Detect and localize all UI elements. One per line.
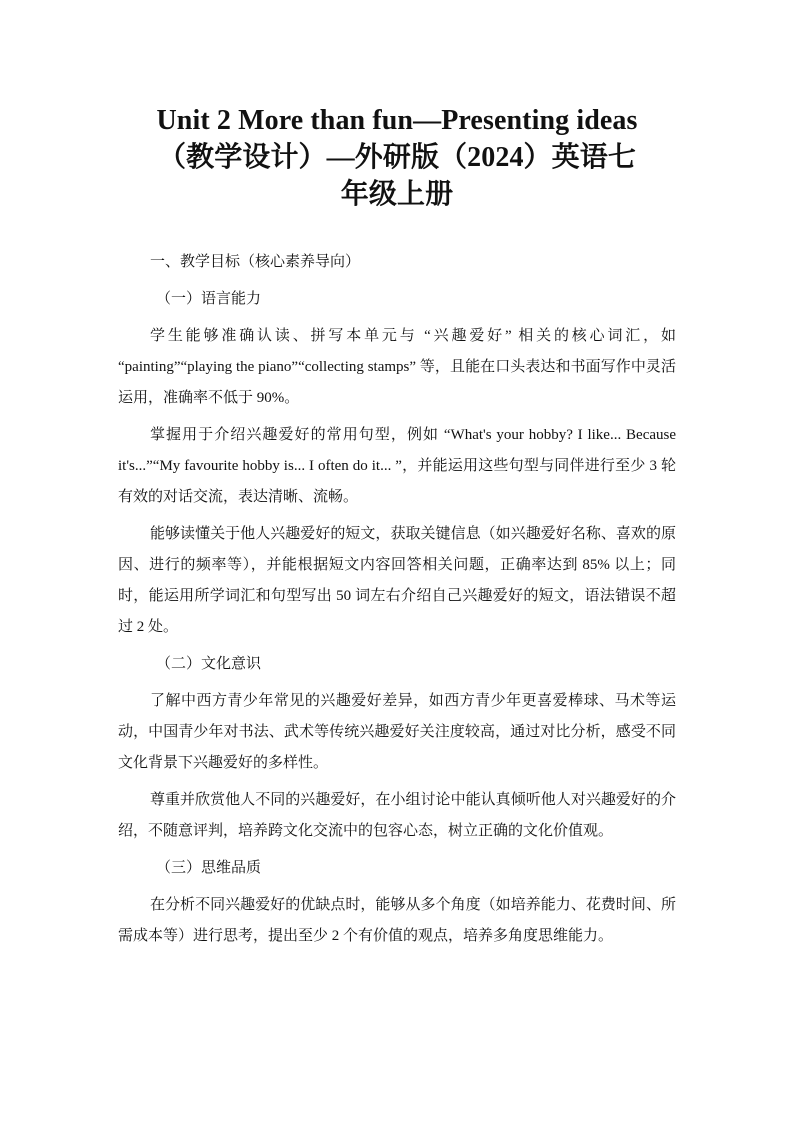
- paragraph-language-reading-writing: 能够读懂关于他人兴趣爱好的短文，获取关键信息（如兴趣爱好名称、喜欢的原因、进行的频率等），并能根据短文内容回答相关问题，正确率达到 85% 以上；同时，能运用所学词汇和句型写出 50 词左右介绍自己兴趣爱好的短文，语法错误不超过 2 处。: [118, 526, 676, 635]
- subsection-heading-cultural-awareness: （二）文化意识: [156, 656, 262, 672]
- subsection-heading-language-ability: （一）语言能力: [156, 291, 262, 307]
- document-body: [118, 247, 676, 952]
- document-title: [118, 102, 676, 213]
- paragraph-cultural-respect: 尊重并欣赏他人不同的兴趣爱好，在小组讨论中能认真倾听他人对兴趣爱好的介绍，不随意评判，培养跨文化交流中的包容心态，树立正确的文化价值观。: [118, 792, 676, 839]
- title-line: Unit 2 More than fun—Presenting ideas: [156, 105, 638, 136]
- paragraph-cultural-differences: 了解中西方青少年常见的兴趣爱好差异，如西方青少年更喜爱棒球、马术等运动，中国青少年对书法、武术等传统兴趣爱好关注度较高，通过对比分析，感受不同文化背景下兴趣爱好的多样性。: [118, 693, 676, 771]
- title-line: （教学设计）—外研版（2024）英语七: [158, 142, 636, 173]
- paragraph-language-vocabulary: 学生能够准确认读、拼写本单元与 “兴趣爱好” 相关的核心词汇，如 “painting”“playing the piano”“collecting stamps” 等，且能在口头表达和书面写作中灵活运用，准确率不低于 90%。: [118, 328, 676, 406]
- section-heading-teaching-objectives: 一、教学目标（核心素养导向）: [150, 254, 361, 270]
- paragraph-thinking-analysis: 在分析不同兴趣爱好的优缺点时，能够从多个角度（如培养能力、花费时间、所需成本等）进行思考，提出至少 2 个有价值的观点，培养多角度思维能力。: [118, 897, 676, 944]
- paragraph-language-sentence-patterns: 掌握用于介绍兴趣爱好的常用句型，例如 “What's your hobby? I like... Because it's...”“My favourite hobby is... I often do it... ”，并能运用这些句型与同伴进行至少 3 轮有效的对话交流，表达清晰、流畅。: [118, 427, 676, 505]
- subsection-heading-thinking-quality: （三）思维品质: [156, 860, 262, 876]
- title-line: 年级上册: [340, 179, 454, 210]
